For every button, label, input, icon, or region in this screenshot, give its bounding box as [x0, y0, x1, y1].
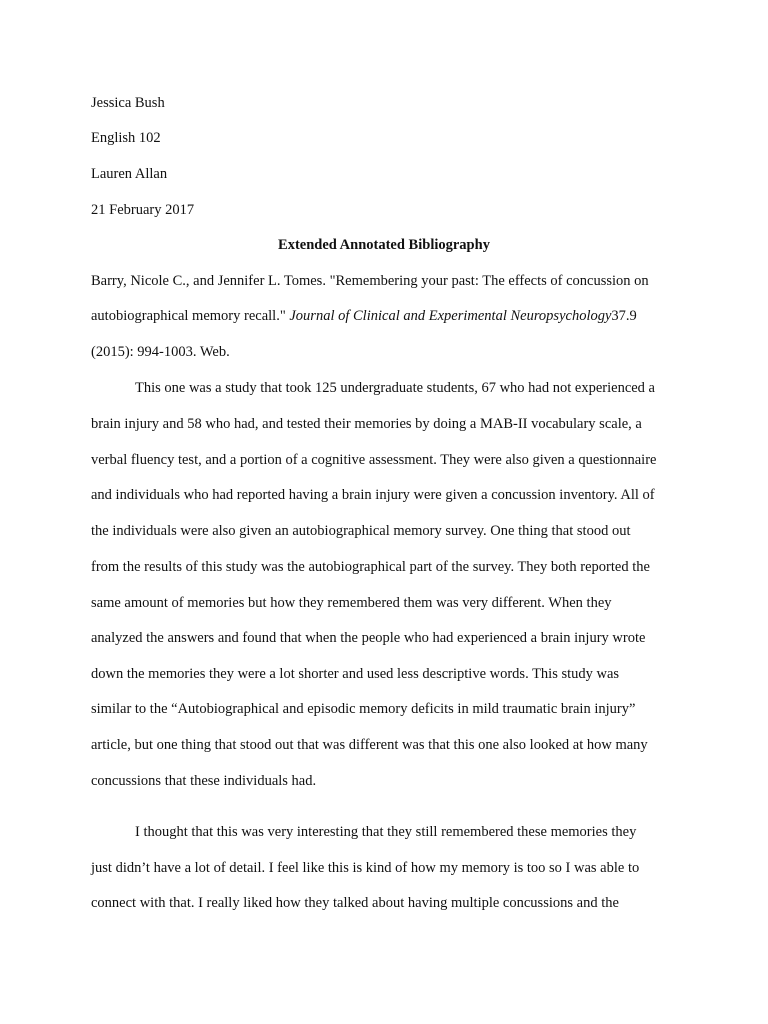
paragraph-line: analyzed the answers and found that when the people who had experienced a brain injury wrote: [91, 630, 646, 646]
paragraph-line: from the results of this study was the autobiographical part of the survey. They both reported the: [91, 559, 650, 575]
paragraph-line: similar to the “Autobiographical and episodic memory deficits in mild traumatic brain injury”: [91, 701, 636, 717]
citation-volume: 37.9: [611, 308, 637, 324]
author-name: Jessica Bush: [91, 95, 165, 111]
paragraph-line: and individuals who had reported having a brain injury were given a concussion inventory. All of: [91, 487, 655, 503]
paragraph-line: concussions that these individuals had.: [91, 773, 317, 789]
paragraph-line: just didn’t have a lot of detail. I feel like this is kind of how my memory is too so I was able to: [91, 860, 640, 876]
paragraph-line: down the memories they were a lot shorter and used less descriptive words. This study was: [91, 666, 620, 682]
paragraph-line: This one was a study that took 125 undergraduate students, 67 who had not experienced a: [135, 380, 655, 396]
journal-title: Journal of Clinical and Experimental Neuropsychology: [289, 308, 612, 324]
paragraph-line: the individuals were also given an autobiographical memory survey. One thing that stood out: [91, 523, 631, 539]
citation-line: (2015): 994-1003. Web.: [91, 344, 230, 360]
citation-line: Barry, Nicole C., and Jennifer L. Tomes. "Remembering your past: The effects of concussion on: [91, 273, 649, 289]
paragraph-line: I thought that this was very interesting that they still remembered these memories they: [135, 824, 637, 840]
paragraph-line: connect with that. I really liked how they talked about having multiple concussions and the: [91, 895, 619, 911]
paragraph-line: brain injury and 58 who had, and tested their memories by doing a MAB-II vocabulary scale, a: [91, 416, 642, 432]
course-name: English 102: [91, 130, 161, 146]
paragraph-line: article, but one thing that stood out that was different was that this one also looked at how many: [91, 737, 648, 753]
document-title: Extended Annotated Bibliography: [278, 237, 490, 253]
instructor-name: Lauren Allan: [91, 166, 168, 182]
paragraph-line: verbal fluency test, and a portion of a cognitive assessment. They were also given a questionnaire: [91, 452, 657, 468]
citation-line: [91, 306, 637, 326]
citation-text: autobiographical memory recall.": [91, 308, 290, 324]
document-date: 21 February 2017: [91, 202, 195, 218]
paragraph-line: same amount of memories but how they remembered them was very different. When they: [91, 595, 612, 611]
